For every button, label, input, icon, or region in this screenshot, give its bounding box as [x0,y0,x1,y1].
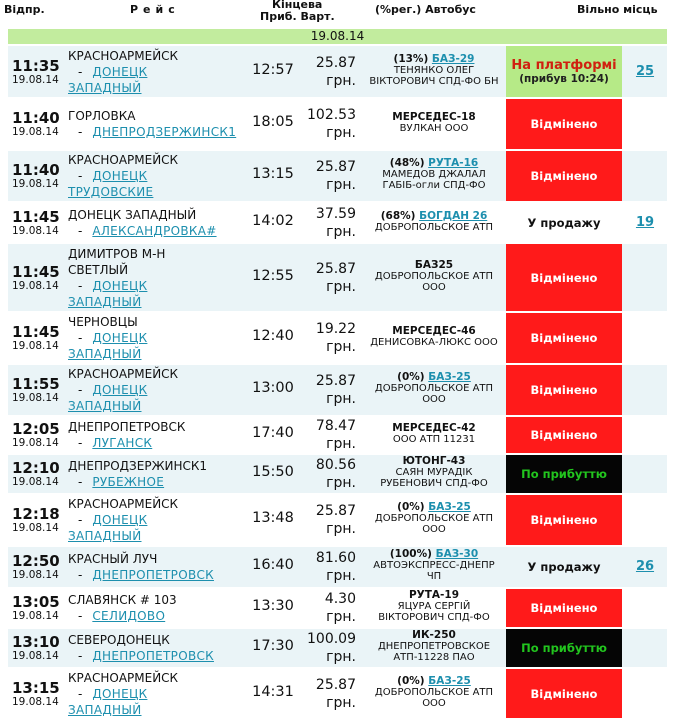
route-destination-line [68,435,244,451]
bus-model-link[interactable]: БАЗ-25 [428,501,471,513]
route-destination-link[interactable]: СЕЛИДОВО [92,609,166,623]
bus-info [364,549,504,582]
price-value: 37.59 [315,206,356,222]
bus-model-line [364,54,504,65]
route [68,48,244,96]
header-final-line1: Кінцева [272,0,323,11]
route-dash: - [78,331,83,345]
price-value: 81.60 [315,550,356,566]
price [306,549,356,585]
bus-model-link[interactable]: БАЗ-30 [435,548,479,560]
route-destination-line [68,64,244,80]
route-destination-link[interactable]: РУБЕЖНОЕ [92,475,165,489]
route-destination-line [68,223,244,239]
price-currency: грн. [326,521,356,537]
bus-info [364,590,504,623]
route-dash: - [78,475,83,489]
route-destination-line [68,608,244,624]
price [306,417,356,453]
bus-info [364,456,504,489]
bus-model: ИК-250 [412,629,456,641]
bus-info [364,326,504,348]
route-destination-line [68,382,244,398]
route-destination-line [68,278,244,294]
price-currency: грн. [326,475,356,491]
route [68,246,244,310]
route-dash: - [78,169,83,183]
status-badge [506,313,622,363]
route-origin: КРАСНОАРМЕЙСК [68,497,179,511]
departure-date: 19.08.14 [12,437,59,449]
departure-time: 11:45 [12,323,60,341]
route [68,152,244,200]
table-row[interactable] [8,365,667,415]
price-currency: грн. [326,125,356,141]
table-row[interactable] [8,495,667,545]
arrival-time: 12:40 [252,328,294,344]
route-destination-line [68,474,244,490]
status-text: Відмінено [530,169,598,183]
arrival-time: 16:40 [252,557,294,573]
route-dash: - [78,513,83,527]
price [306,372,356,408]
route-destination-link[interactable]: ДОНЕЦК [92,65,148,79]
bus-model: МЕРСЕДЕС-46 [392,325,476,337]
arrival-time: 14:31 [252,684,294,700]
departure-time: 13:05 [12,593,60,611]
header-free-seats: Вільно місць [577,3,658,16]
route [68,496,244,544]
carrier-name-line2: ООО [422,524,446,535]
status-badge [506,589,622,627]
route-destination-link[interactable]: ДНЕПРОПЕТРОВСК [92,649,214,663]
price [306,158,356,194]
price-value: 4.30 [324,591,356,607]
table-row[interactable] [8,99,667,149]
route-dash: - [78,609,83,623]
carrier-name: ООО АТП 11231 [392,434,476,445]
departure-date: 19.08.14 [12,522,59,534]
table-row[interactable] [8,589,667,627]
carrier-name: АВТОЭКСПРЕСС-ДНЕПР [373,560,495,571]
departure-time: 11:45 [12,208,60,226]
price [306,54,356,90]
carrier-name: ДОБРОПОЛЬСКОЕ АТП [374,687,494,698]
price-value: 80.56 [315,457,356,473]
departure-time: 13:15 [12,679,60,697]
departure-date: 19.08.14 [12,610,59,622]
departure-time: 12:50 [12,552,60,570]
carrier-name: ДНЕПРОПЕТРОВСКОЕ [377,641,491,652]
route [68,592,244,624]
carrier-name-line2: ООО [422,698,446,709]
header-bus: (%рег.) Автобус [375,3,476,16]
price-currency: грн. [326,339,356,355]
departure-time: 11:40 [12,161,60,179]
bus-info [364,676,504,709]
status-text: По прибуттю [521,467,607,481]
bus-info [364,158,504,191]
carrier-name: ДОБРОПОЛЬСКОЕ АТП [374,383,494,394]
bus-info [364,502,504,535]
bus-model-line [364,502,504,513]
route-origin: ЧЕРНОВЦЫ [68,315,138,329]
route-origin: КРАСНОАРМЕЙСК [68,367,179,381]
route-destination-line [68,512,244,528]
header-final-line2: Приб. Варт. [260,10,335,23]
status-badge [506,495,622,545]
status-badge [506,455,622,493]
route-origin: ГОРЛОВКА [68,109,136,123]
route-destination-link[interactable]: ДНЕПРОПЕТРОВСК [92,568,214,582]
price-value: 25.87 [315,503,356,519]
departure-time: 11:35 [12,57,60,75]
departure-time: 11:45 [12,263,60,281]
route-destination-line [68,648,244,664]
route [68,551,244,583]
route-destination-link[interactable]: ЛУГАНСК [92,436,153,450]
bus-model-link[interactable]: БОГДАН 26 [419,210,488,222]
price-currency: грн. [326,279,356,295]
bus-model: МЕРСЕДЕС-18 [392,111,476,123]
status-text: У продажу [527,560,601,574]
price-currency: грн. [326,609,356,625]
free-seats-link[interactable]: 26 [635,559,655,574]
route-destination-line [68,124,244,140]
bus-model: МЕРСЕДЕС-42 [392,422,476,434]
status-text: Відмінено [530,383,598,397]
table-row[interactable] [8,151,667,201]
route-destination-link-line2[interactable]: ЗАПАДНЫЙ [68,295,142,309]
departure-date: 19.08.14 [12,340,59,352]
arrival-time: 15:50 [252,464,294,480]
carrier-name: ДОБРОПОЛЬСКОЕ АТП [374,271,494,282]
bus-info [364,54,504,87]
route-origin: ДНЕПРОПЕТРОВСК [68,420,186,434]
bus-model-link[interactable]: РУТА-16 [428,157,479,169]
bus-model-line [364,372,504,383]
route-dash: - [78,568,83,582]
route [68,207,244,239]
price-value: 25.87 [315,373,356,389]
route [68,366,244,414]
table-header [0,0,675,28]
carrier-name-line2: ВІКТОРОВИЧ СПД-ФО [378,612,490,623]
departure-time: 11:40 [12,109,60,127]
bus-load-percent: (100%) [389,548,436,560]
route-dash: - [78,687,83,701]
status-badge [506,547,622,587]
route-dash: - [78,436,83,450]
carrier-name-line2: АТП-11228 ПАО [393,652,475,663]
status-text: Відмінено [530,270,598,285]
departure-date: 19.08.14 [12,178,59,190]
route-destination-link-line2[interactable]: ЗАПАДНЫЙ [68,81,142,95]
price [306,502,356,538]
price-currency: грн. [326,177,356,193]
carrier-name: ДЕНИСОВКА-ЛЮКС ООО [370,337,498,348]
route-destination-link[interactable]: ДОНЕЦК [92,331,148,345]
route [68,314,244,362]
price-currency: грн. [326,695,356,711]
status-text: Відмінено [530,331,598,345]
price [306,630,356,666]
table-row[interactable] [8,417,667,453]
departure-date: 19.08.14 [12,225,59,237]
bus-model-link[interactable]: БАЗ-29 [431,53,475,65]
arrival-time: 17:40 [252,425,294,441]
route-destination-link-line2[interactable]: ЗАПАДНЫЙ [68,347,142,361]
route-origin: ДНЕПРОДЗЕРЖИНСК1 [68,459,208,473]
route-origin: ДИМИТРОВ М-Н [68,247,166,261]
carrier-name: САЯН МУРАДІК [395,467,473,478]
route-destination-link[interactable]: АЛЕКСАНДРОВКА# [92,224,217,238]
status-badge [506,203,622,242]
arrival-time: 13:15 [252,166,294,182]
free-seats-link[interactable]: 25 [635,64,655,79]
price-currency: грн. [326,73,356,89]
status-badge [506,99,622,149]
status-badge [506,151,622,201]
price-value: 25.87 [315,677,356,693]
bus-model: БАЗ25 [414,259,454,271]
bus-info [364,260,504,293]
route-destination-line [68,567,244,583]
arrival-time: 14:02 [252,213,294,229]
price [306,590,356,626]
price-currency: грн. [326,649,356,665]
arrival-time: 13:30 [252,598,294,614]
departure-time: 12:18 [12,505,60,523]
route-destination-link[interactable]: ДОНЕЦК [92,279,148,293]
bus-load-percent: (68%) [380,210,420,222]
bus-load-percent: (13%) [393,53,432,65]
arrival-time: 17:30 [252,638,294,654]
carrier-name: ДОБРОПОЛЬСКОЕ АТП [374,513,494,524]
carrier-name-line2: РУБЕНОВИЧ СПД-ФО [380,478,488,489]
route [68,108,244,140]
status-text: Відмінено [530,601,598,615]
table-row[interactable] [8,313,667,363]
departure-date: 19.08.14 [12,392,59,404]
route-origin: ДОНЕЦК ЗАПАДНЫЙ [68,208,197,222]
status-badge [506,669,622,718]
status-text: Відмінено [530,513,598,527]
route-destination-line [68,330,244,346]
table-row[interactable] [8,629,667,667]
bus-model-line [364,423,504,434]
price-value: 102.53 [307,107,356,123]
bus-model: ЮТОНГ-43 [402,455,466,467]
arrival-time: 13:48 [252,510,294,526]
header-departure: Відпр. [4,3,45,16]
bus-model-line [364,590,504,601]
route-destination-line [68,168,244,184]
status-subtext: (прибув 10:24) [519,73,609,85]
table-row[interactable] [8,203,667,242]
route-destination-link[interactable]: ДНЕПРОДЗЕРЖИНСК1 [92,125,237,139]
price [306,260,356,296]
route-origin: КРАСНОАРМЕЙСК [68,671,179,685]
status-text: На платформі [511,58,617,73]
route-origin: КРАСНОАРМЕЙСК [68,49,179,63]
carrier-name-line2: ГАБІБ-огли СПД-ФО [382,180,486,191]
route-dash: - [78,279,83,293]
price [306,456,356,492]
price [306,106,356,142]
departure-date: 19.08.14 [12,280,59,292]
carrier-name: ЯЦУРА СЕРГІЙ [397,601,471,612]
bus-model-line [364,260,504,271]
route-destination-link-line2[interactable]: ТРУДОВСКИЕ [68,185,154,199]
price-value: 25.87 [315,261,356,277]
status-text: Відмінено [530,117,598,131]
carrier-name: ТЕНЯНКО ОЛЕГ [393,65,475,76]
status-text: Відмінено [530,428,598,442]
bus-model-link[interactable]: БАЗ-25 [428,371,471,383]
price [306,676,356,712]
status-badge [506,629,622,667]
route-dash: - [78,224,83,238]
route [68,670,244,718]
route-destination-link-line2[interactable]: ЗАПАДНЫЙ [68,529,142,543]
route-dash: - [78,383,83,397]
carrier-name-line2: ВІКТОРОВИЧ СПД-ФО БН [369,76,499,87]
route-destination-line [68,686,244,702]
arrival-time: 18:05 [252,114,294,130]
status-badge [506,244,622,311]
route-destination-link-line2[interactable]: ЗАПАДНЫЙ [68,399,142,413]
table-row[interactable] [8,46,667,97]
bus-load-percent: (0%) [397,501,429,513]
departure-date: 19.08.14 [12,569,59,581]
departure-time: 11:55 [12,375,60,393]
carrier-name: МАМЕДОВ ДЖАЛАЛ [382,169,486,180]
route-destination-link[interactable]: ДОНЕЦК [92,383,148,397]
route [68,632,244,664]
route-origin: СЛАВЯНСК # 103 [68,593,177,607]
status-text: Відмінено [530,686,598,701]
table-row[interactable] [8,547,667,587]
bus-model-line [364,630,504,641]
price-currency: грн. [326,568,356,584]
price-currency: грн. [326,391,356,407]
price [306,205,356,241]
bus-model-line [364,549,504,560]
status-text: У продажу [527,215,601,230]
route-dash: - [78,649,83,663]
bus-info [364,211,504,233]
route-dash: - [78,125,83,139]
route-destination-link[interactable]: ДОНЕЦК [92,169,148,183]
carrier-name-line2: ЧП [426,571,442,582]
price [306,320,356,356]
departure-time: 12:05 [12,420,60,438]
status-badge [506,46,622,97]
carrier-name: ВУЛКАН ООО [399,123,469,134]
route-dash: - [78,65,83,79]
bus-info [364,372,504,405]
bus-model-line [364,456,504,467]
bus-info [364,630,504,663]
table-row[interactable] [8,455,667,493]
table-row[interactable] [8,669,667,718]
date-banner: 19.08.14 [8,29,667,44]
carrier-name-line2: ООО [422,394,446,405]
bus-model-line [364,112,504,123]
arrival-time: 12:55 [252,268,294,284]
departure-date: 19.08.14 [12,650,59,662]
bus-load-percent: (48%) [389,157,429,169]
header-route: Рейс [130,3,180,16]
bus-info [364,112,504,134]
route-destination-link[interactable]: ДОНЕЦК [92,687,148,701]
bus-model-link[interactable]: БАЗ-25 [428,675,471,687]
price-currency: грн. [326,436,356,452]
price-value: 19.22 [315,321,356,337]
status-badge [506,417,622,453]
route [68,458,244,490]
arrival-time: 13:00 [252,380,294,396]
bus-model-line [364,676,504,687]
departure-time: 13:10 [12,633,60,651]
price-value: 25.87 [315,55,356,71]
route [68,419,244,451]
bus-info [364,423,504,445]
status-text: По прибуттю [521,641,607,655]
departure-date: 19.08.14 [12,74,59,86]
departure-time: 12:10 [12,459,60,477]
departure-date: 19.08.14 [12,126,59,138]
bus-load-percent: (0%) [397,371,429,383]
free-seats-link[interactable]: 19 [635,215,655,230]
status-badge [506,365,622,415]
route-origin-line2: СВЕТЛЫЙ [68,263,129,277]
bus-model-line [364,158,504,169]
route-origin: КРАСНОАРМЕЙСК [68,153,179,167]
route-origin: СЕВЕРОДОНЕЦК [68,633,170,647]
departure-date: 19.08.14 [12,696,59,708]
route-origin: КРАСНЫЙ ЛУЧ [68,552,158,566]
departure-date: 19.08.14 [12,476,59,488]
price-currency: грн. [326,224,356,240]
bus-model: РУТА-19 [408,589,460,601]
bus-load-percent: (0%) [397,675,429,687]
bus-model-line [364,211,504,222]
carrier-name: ДОБРОПОЛЬСКОЕ АТП [374,222,494,233]
carrier-name-line2: ООО [422,282,446,293]
price-value: 100.09 [307,631,356,647]
table-row[interactable] [8,244,667,311]
price-value: 25.87 [315,159,356,175]
route-destination-link-line2[interactable]: ЗАПАДНЫЙ [68,703,142,717]
route-destination-link[interactable]: ДОНЕЦК [92,513,148,527]
price-value: 78.47 [315,418,356,434]
arrival-time: 12:57 [252,62,294,78]
bus-model-line [364,326,504,337]
